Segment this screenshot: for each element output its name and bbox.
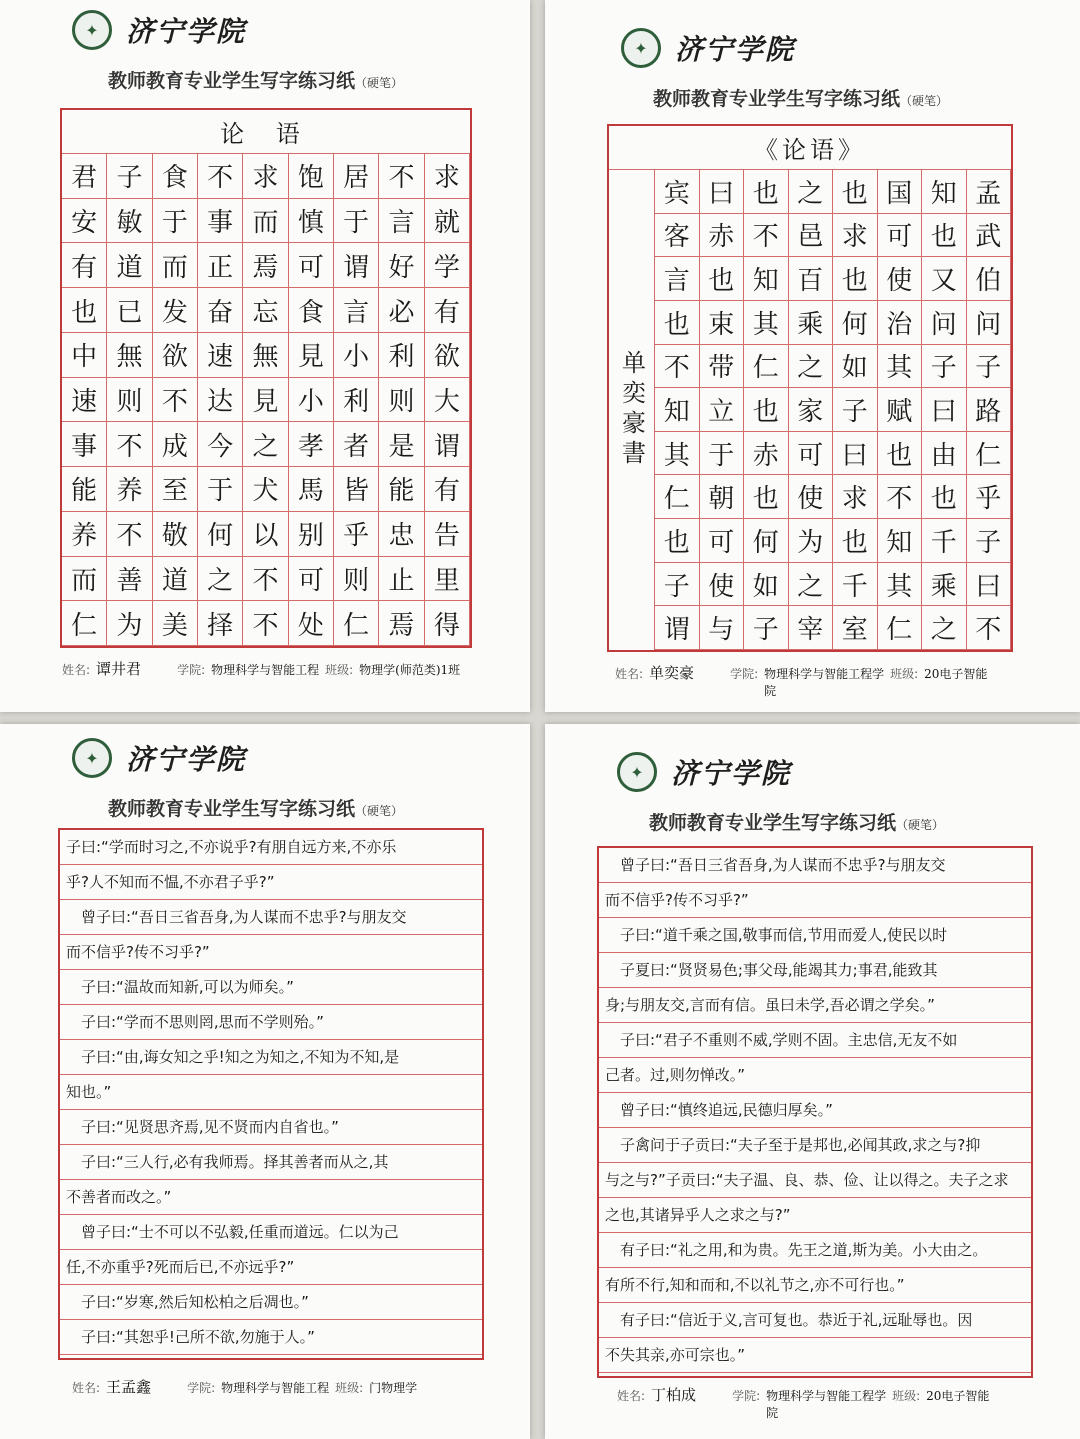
grid-character: 谓 xyxy=(425,422,470,467)
student-class: 20电子智能 xyxy=(924,667,988,681)
text-line: 子曰:“君子不重则不威,学则不固。主忠信,无友不如 xyxy=(599,1023,1031,1058)
grid-character: 赤 xyxy=(744,432,789,476)
grid-character: 赤 xyxy=(700,214,745,258)
student-class: 20电子智能 xyxy=(926,1389,990,1403)
grid-character: 焉 xyxy=(243,243,288,288)
grid-character: 道 xyxy=(153,557,198,602)
text-line: 之也,其诸异乎人之求之与?” xyxy=(599,1198,1031,1233)
grid-character: 慎 xyxy=(289,199,334,244)
paper-title-text: 教师教育专业学生写字练习纸 xyxy=(653,88,901,110)
grid-character: 食 xyxy=(289,288,334,333)
grid-character: 可 xyxy=(289,557,334,602)
grid-character: 安 xyxy=(62,199,107,244)
grid-character: 必 xyxy=(379,288,424,333)
grid-character: 不 xyxy=(744,214,789,258)
grid-character: 不 xyxy=(107,512,152,557)
text-line: 子曰:“学而时习之,不亦说乎?有朋自远方来,不亦乐 xyxy=(60,830,482,865)
grid-character: 也 xyxy=(833,519,878,563)
grid-character: 曰 xyxy=(967,563,1012,607)
student-name: 丁柏成 xyxy=(651,1386,697,1404)
grid-character: 道 xyxy=(107,243,152,288)
college-label: 学院: xyxy=(730,667,759,681)
grid-character: 能 xyxy=(62,467,107,512)
text-line: 不善者而改之。” xyxy=(60,1180,482,1215)
grid-character: 曰 xyxy=(833,432,878,476)
paper-type: （硬笔） xyxy=(355,804,404,818)
grid-character: 其 xyxy=(878,563,923,607)
school-name: 济宁学院 xyxy=(675,33,796,66)
text-line: 曾子曰:“吾日三省吾身,为人谋而不忠乎?与朋友交 xyxy=(599,848,1031,883)
grid-character: 言 xyxy=(379,199,424,244)
grid-character: 也 xyxy=(922,214,967,258)
grid-character: 求 xyxy=(833,475,878,519)
text-line: 己者。过,则勿惮改。” xyxy=(599,1058,1031,1093)
school-name: 济宁学院 xyxy=(671,757,792,790)
text-line: 而不信乎?传不习乎?” xyxy=(60,935,482,970)
grid-character: 使 xyxy=(700,563,745,607)
grid-character: 也 xyxy=(744,170,789,214)
grid-character: 可 xyxy=(700,519,745,563)
grid-character: 皆 xyxy=(334,467,379,512)
text-line: 子曰:“三人行,必有我师焉。择其善者而从之,其 xyxy=(60,1145,482,1180)
grid-character: 千 xyxy=(833,563,878,607)
grid-character: 仁 xyxy=(967,432,1012,476)
grid-character: 为 xyxy=(789,519,834,563)
grid-character: 君 xyxy=(62,154,107,199)
school-header xyxy=(621,28,795,68)
grid-character: 大 xyxy=(425,378,470,423)
grid-character: 子 xyxy=(833,388,878,432)
lined-writing-area xyxy=(597,846,1033,1378)
text-line: 不失其亲,亦可宗也。” xyxy=(599,1338,1031,1373)
college-label: 学院: xyxy=(187,1381,216,1395)
grid-character: 何 xyxy=(744,519,789,563)
grid-character: 孝 xyxy=(289,422,334,467)
name-label: 姓名: xyxy=(72,1381,101,1395)
student-name: 王孟鑫 xyxy=(106,1378,152,1396)
student-name: 单奕豪 xyxy=(649,664,695,682)
grid-character: 不 xyxy=(243,601,288,646)
grid-character: 乎 xyxy=(334,512,379,557)
grid-character: 而 xyxy=(153,243,198,288)
grid-character: 仁 xyxy=(744,345,789,389)
grid-character: 忠 xyxy=(379,512,424,557)
grid-character: 不 xyxy=(878,475,923,519)
class-label: 班级: xyxy=(890,667,919,681)
grid-character: 今 xyxy=(198,422,243,467)
grid-character: 择 xyxy=(198,601,243,646)
signature-text: 单奕豪書 xyxy=(617,350,646,470)
grid-character: 也 xyxy=(833,257,878,301)
calligrapher-signature xyxy=(609,170,655,650)
student-class: 物理学(师范类)1班 xyxy=(359,663,461,677)
grid-character: 之 xyxy=(789,345,834,389)
grid-character: 知 xyxy=(655,388,700,432)
grid-character: 为 xyxy=(107,601,152,646)
grid-character: 之 xyxy=(922,606,967,650)
grid-character: 子 xyxy=(967,519,1012,563)
grid-character: 能 xyxy=(379,467,424,512)
character-grid xyxy=(60,108,472,648)
grid-character: 無 xyxy=(243,333,288,378)
grid-character: 子 xyxy=(107,154,152,199)
grid-character: 忘 xyxy=(243,288,288,333)
grid-character: 欲 xyxy=(153,333,198,378)
name-label: 姓名: xyxy=(617,1389,646,1403)
class-label: 班级: xyxy=(892,1389,921,1403)
paper-title xyxy=(649,808,944,835)
grid-character: 如 xyxy=(833,345,878,389)
grid-character: 国 xyxy=(878,170,923,214)
grid-character: 则 xyxy=(334,557,379,602)
grid-character: 于 xyxy=(198,467,243,512)
grid-character: 就 xyxy=(425,199,470,244)
grid-character: 至 xyxy=(153,467,198,512)
grid-character: 达 xyxy=(198,378,243,423)
practice-sheet-2 xyxy=(545,0,1080,712)
grid-character: 也 xyxy=(833,170,878,214)
grid-character: 带 xyxy=(700,345,745,389)
grid-character: 好 xyxy=(379,243,424,288)
student-info xyxy=(617,1384,989,1421)
grid-character: 求 xyxy=(425,154,470,199)
grid-character: 有 xyxy=(425,467,470,512)
grid-character: 则 xyxy=(379,378,424,423)
grid-character: 武 xyxy=(967,214,1012,258)
lined-writing-area xyxy=(58,828,484,1360)
grid-character: 犬 xyxy=(243,467,288,512)
grid-character: 焉 xyxy=(379,601,424,646)
grid-character: 于 xyxy=(334,199,379,244)
grid-character: 不 xyxy=(243,557,288,602)
student-info xyxy=(62,658,460,679)
school-logo-icon: ✦ xyxy=(617,752,657,792)
text-line: 乎?人不知而不愠,不亦君子乎?” xyxy=(60,865,482,900)
grid-character: 見 xyxy=(289,333,334,378)
text-line: 子曰:“学而不思则罔,思而不学则殆。” xyxy=(60,1005,482,1040)
grid-character: 者 xyxy=(334,422,379,467)
grid-character: 宾 xyxy=(655,170,700,214)
grid-character: 已 xyxy=(107,288,152,333)
grid-character: 之 xyxy=(789,563,834,607)
college-label: 学院: xyxy=(732,1389,761,1403)
grid-character: 言 xyxy=(334,288,379,333)
grid-character: 居 xyxy=(334,154,379,199)
grid-character: 问 xyxy=(922,301,967,345)
grid-character: 也 xyxy=(878,432,923,476)
student-college: 物理科学与智能工程 xyxy=(211,663,320,677)
grid-character: 敏 xyxy=(107,199,152,244)
grid-character: 美 xyxy=(153,601,198,646)
grid-character: 又 xyxy=(922,257,967,301)
grid-character: 也 xyxy=(655,301,700,345)
school-header xyxy=(617,752,791,792)
grid-character: 見 xyxy=(243,378,288,423)
paper-type: （硬笔） xyxy=(900,94,949,108)
grid-character: 何 xyxy=(833,301,878,345)
name-label: 姓名: xyxy=(615,667,644,681)
grid-character: 仁 xyxy=(62,601,107,646)
text-line: 子曰:“道千乘之国,敬事而信,节用而爱人,使民以时 xyxy=(599,918,1031,953)
student-info xyxy=(615,662,987,699)
text-line: 子曰:“温故而知新,可以为师矣。” xyxy=(60,970,482,1005)
grid-character: 而 xyxy=(62,557,107,602)
text-line: 子曰:“由,诲女知之乎!知之为知之,不知为不知,是 xyxy=(60,1040,482,1075)
grid-character: 使 xyxy=(789,475,834,519)
grid-character: 小 xyxy=(334,333,379,378)
grid-character: 由 xyxy=(922,432,967,476)
grid-character: 其 xyxy=(655,432,700,476)
student-college: 物理科学与智能工程学院 xyxy=(766,1389,887,1420)
grid-character: 事 xyxy=(62,422,107,467)
school-header xyxy=(72,10,246,50)
grid-character: 宰 xyxy=(789,606,834,650)
grid-character: 得 xyxy=(425,601,470,646)
grid-character: 不 xyxy=(967,606,1012,650)
grid-character: 立 xyxy=(700,388,745,432)
grid-character: 其 xyxy=(744,301,789,345)
grid-character: 学 xyxy=(425,243,470,288)
grid-character: 赋 xyxy=(878,388,923,432)
grid-character: 是 xyxy=(379,422,424,467)
paper-title xyxy=(653,84,948,111)
grid-character: 客 xyxy=(655,214,700,258)
paper-title-text: 教师教育专业学生写字练习纸 xyxy=(649,812,897,834)
school-logo-icon: ✦ xyxy=(621,28,661,68)
grid-character: 不 xyxy=(379,154,424,199)
grid-character: 也 xyxy=(922,475,967,519)
grid-character: 子 xyxy=(744,606,789,650)
grid-character: 养 xyxy=(107,467,152,512)
text-line: 曾子曰:“吾日三省吾身,为人谋而不忠乎?与朋友交 xyxy=(60,900,482,935)
student-college: 物理科学与智能工程学院 xyxy=(764,667,885,698)
text-line: 曾子曰:“士不可以不弘毅,任重而道远。仁以为己 xyxy=(60,1215,482,1250)
grid-character: 成 xyxy=(153,422,198,467)
grid-character: 仁 xyxy=(878,606,923,650)
grid-character: 之 xyxy=(198,557,243,602)
grid-character: 朝 xyxy=(700,475,745,519)
paper-type: （硬笔） xyxy=(896,818,945,832)
text-line: 身;与朋友交,言而有信。虽曰未学,吾必谓之学矣。” xyxy=(599,988,1031,1023)
grid-character: 不 xyxy=(198,154,243,199)
grid-character: 止 xyxy=(379,557,424,602)
grid-title: 《论语》 xyxy=(609,126,1011,170)
paper-title xyxy=(108,794,403,821)
grid-character: 伯 xyxy=(967,257,1012,301)
grid-character: 也 xyxy=(62,288,107,333)
text-line: 有子曰:“礼之用,和为贵。先王之道,斯为美。小大由之。 xyxy=(599,1233,1031,1268)
grid-character: 求 xyxy=(833,214,878,258)
text-line: 子禽问于子贡曰:“夫子至于是邦也,必闻其政,求之与?抑 xyxy=(599,1128,1031,1163)
grid-character: 家 xyxy=(789,388,834,432)
grid-character: 言 xyxy=(655,257,700,301)
grid-character: 仁 xyxy=(334,601,379,646)
paper-type: （硬笔） xyxy=(355,76,404,90)
grid-character: 谓 xyxy=(334,243,379,288)
grid-character: 正 xyxy=(198,243,243,288)
grid-character: 不 xyxy=(655,345,700,389)
grid-character: 之 xyxy=(243,422,288,467)
grid-character: 乘 xyxy=(922,563,967,607)
class-label: 班级: xyxy=(325,663,354,677)
student-info xyxy=(72,1376,417,1397)
grid-character: 馬 xyxy=(289,467,334,512)
paper-title xyxy=(108,66,403,93)
grid-character: 無 xyxy=(107,333,152,378)
school-header xyxy=(72,738,246,778)
grid-character: 子 xyxy=(967,345,1012,389)
grid-character: 则 xyxy=(107,378,152,423)
grid-character: 子 xyxy=(922,345,967,389)
grid-character: 养 xyxy=(62,512,107,557)
grid-character: 知 xyxy=(878,519,923,563)
grid-character: 事 xyxy=(198,199,243,244)
grid-character: 知 xyxy=(922,170,967,214)
grid-character: 问 xyxy=(967,301,1012,345)
grid-character: 曰 xyxy=(922,388,967,432)
practice-sheet-1 xyxy=(0,0,530,712)
grid-character: 治 xyxy=(878,301,923,345)
grid-character: 室 xyxy=(833,606,878,650)
grid-character: 也 xyxy=(655,519,700,563)
grid-character: 奋 xyxy=(198,288,243,333)
text-line: 任,不亦重乎?死而后已,不亦远乎?” xyxy=(60,1250,482,1285)
text-line: 子曰:“其恕乎!己所不欲,勿施于人。” xyxy=(60,1320,482,1355)
paper-title-text: 教师教育专业学生写字练习纸 xyxy=(108,798,356,820)
class-label: 班级: xyxy=(335,1381,364,1395)
college-label: 学院: xyxy=(177,663,206,677)
school-name: 济宁学院 xyxy=(126,743,247,776)
grid-character: 路 xyxy=(967,388,1012,432)
text-line: 知也。” xyxy=(60,1075,482,1110)
school-logo-icon: ✦ xyxy=(72,738,112,778)
text-line: 子曰:“岁寒,然后知松柏之后凋也。” xyxy=(60,1285,482,1320)
grid-title: 论 语 xyxy=(62,110,470,154)
grid-character: 仁 xyxy=(655,475,700,519)
grid-character: 可 xyxy=(789,432,834,476)
grid-character: 而 xyxy=(243,199,288,244)
grid-character: 百 xyxy=(789,257,834,301)
grid-character: 千 xyxy=(922,519,967,563)
grid-character: 于 xyxy=(153,199,198,244)
grid-character: 以 xyxy=(243,512,288,557)
text-line: 子夏曰:“贤贤易色;事父母,能竭其力;事君,能致其 xyxy=(599,953,1031,988)
grid-character: 束 xyxy=(700,301,745,345)
grid-character: 子 xyxy=(655,563,700,607)
text-line: 子曰:“见贤思齐焉,见不贤而内自省也。” xyxy=(60,1110,482,1145)
grid-character: 小 xyxy=(289,378,334,423)
grid-character: 谓 xyxy=(655,606,700,650)
grid-character: 何 xyxy=(198,512,243,557)
grid-character: 可 xyxy=(289,243,334,288)
student-name: 谭井君 xyxy=(96,660,142,678)
name-label: 姓名: xyxy=(62,663,91,677)
grid-character: 曰 xyxy=(700,170,745,214)
grid-character: 别 xyxy=(289,512,334,557)
grid-character: 孟 xyxy=(967,170,1012,214)
grid-character: 里 xyxy=(425,557,470,602)
grid-character: 也 xyxy=(744,388,789,432)
grid-character: 不 xyxy=(153,378,198,423)
grid-character: 于 xyxy=(700,432,745,476)
practice-sheet-4 xyxy=(545,724,1080,1439)
text-line: 而不信乎?传不习乎?” xyxy=(599,883,1031,918)
grid-character: 食 xyxy=(153,154,198,199)
grid-character: 欲 xyxy=(425,333,470,378)
grid-character: 中 xyxy=(62,333,107,378)
grid-character: 饱 xyxy=(289,154,334,199)
practice-sheet-3 xyxy=(0,724,530,1439)
grid-character: 发 xyxy=(153,288,198,333)
student-college: 物理科学与智能工程 xyxy=(221,1381,330,1395)
grid-character: 善 xyxy=(107,557,152,602)
grid-character: 利 xyxy=(379,333,424,378)
grid-character: 其 xyxy=(878,345,923,389)
text-line: 曾子曰:“慎终追远,民德归厚矣。” xyxy=(599,1093,1031,1128)
grid-character: 如 xyxy=(744,563,789,607)
grid-character: 乎 xyxy=(967,475,1012,519)
school-logo-icon: ✦ xyxy=(72,10,112,50)
grid-character: 也 xyxy=(700,257,745,301)
grid-character: 乘 xyxy=(789,301,834,345)
grid-character: 告 xyxy=(425,512,470,557)
grid-character: 不 xyxy=(107,422,152,467)
text-line: 有子曰:“信近于义,言可复也。恭近于礼,远耻辱也。因 xyxy=(599,1303,1031,1338)
grid-character: 求 xyxy=(243,154,288,199)
grid-character: 邑 xyxy=(789,214,834,258)
grid-character: 利 xyxy=(334,378,379,423)
grid-character: 也 xyxy=(744,475,789,519)
grid-character: 可 xyxy=(878,214,923,258)
grid-character: 速 xyxy=(62,378,107,423)
student-class: 门物理学 xyxy=(369,1381,418,1395)
grid-character: 处 xyxy=(289,601,334,646)
grid-character: 敬 xyxy=(153,512,198,557)
paper-title-text: 教师教育专业学生写字练习纸 xyxy=(108,70,356,92)
grid-character: 有 xyxy=(62,243,107,288)
character-grid xyxy=(607,124,1013,652)
school-name: 济宁学院 xyxy=(126,15,247,48)
grid-character: 使 xyxy=(878,257,923,301)
text-line: 有所不行,知和而和,不以礼节之,亦不可行也。” xyxy=(599,1268,1031,1303)
grid-character: 有 xyxy=(425,288,470,333)
grid-character: 知 xyxy=(744,257,789,301)
grid-character: 之 xyxy=(789,170,834,214)
text-line: 与之与?”子贡曰:“夫子温、良、恭、俭、让以得之。夫子之求 xyxy=(599,1163,1031,1198)
grid-character: 与 xyxy=(700,606,745,650)
grid-character: 速 xyxy=(198,333,243,378)
